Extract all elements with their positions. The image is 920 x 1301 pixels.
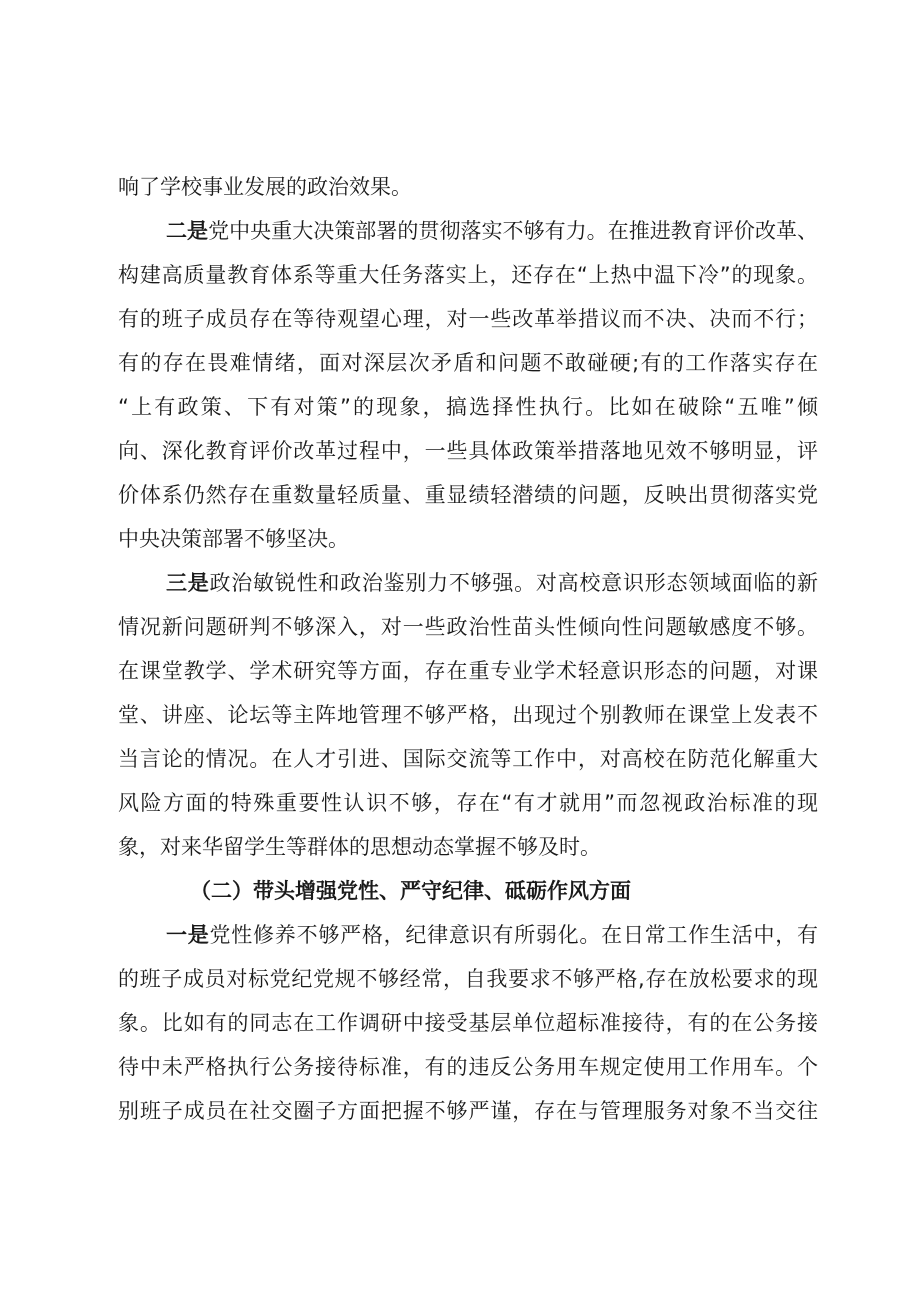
paragraph-line: 情况新问题研判不够深入，对一些政治性苗头性倾向性问题敏感度不够。 [118,615,818,639]
paragraph-lead: 三是 [166,571,210,595]
paragraph-line: “上有政策、下有对策”的现象，搞选择性执行。比如在破除“五唯”倾 [118,395,818,419]
paragraph-lead: 一是 [166,923,210,947]
paragraph-line: 价体系仍然存在重数量轻质量、重显绩轻潜绩的问题，反映出贯彻落实党 [118,483,818,507]
paragraph-line: 构建高质量教育体系等重大任务落实上，还存在“上热中温下冷”的现象。 [118,263,818,287]
paragraph-line: 有的班子成员存在等待观望心理，对一些改革举措议而不决、决而不行； [118,307,818,331]
paragraph-line: 响了学校事业发展的政治效果。 [118,175,412,199]
paragraph-text: 党中央重大决策部署的贯彻落实不够有力。在推进教育评价改革、 [208,219,818,243]
paragraph-text: 党性修养不够严格，纪律意识有所弱化。在日常工作生活中，有 [209,923,818,947]
paragraph-line: 的班子成员对标党纪党规不够经常，自我要求不够严格,存在放松要求的现 [118,967,818,991]
paragraph-line: 中央决策部署不够坚决。 [118,527,349,551]
paragraph-line: 待中未严格执行公务接待标准，有的违反公务用车规定使用工作用车。个 [118,1055,818,1079]
paragraph-line: 象，对来华留学生等群体的思想动态掌握不够及时。 [118,835,601,859]
paragraph-line [166,214,818,248]
paragraph-line: 堂、讲座、论坛等主阵地管理不够严格，出现过个别教师在课堂上发表不 [118,703,818,727]
paragraph-line: 当言论的情况。在人才引进、国际交流等工作中，对高校在防范化解重大 [118,747,818,771]
paragraph-lead: 二是 [166,219,209,243]
paragraph-text: 政治敏锐性和政治鉴别力不够强。对高校意识形态领域面临的新 [209,571,818,595]
paragraph-line: 向、深化教育评价改革过程中，一些具体政策举措落地见效不够明显，评 [118,439,818,463]
paragraph-line [166,918,818,952]
section-heading: （二）带头增强党性、严守纪律、砥砺作风方面 [190,879,631,903]
paragraph-line: 有的存在畏难情绪，面对深层次矛盾和问题不敢碰硬;有的工作落实存在 [118,351,818,375]
paragraph-line: 别班子成员在社交圈子方面把握不够严谨，存在与管理服务对象不当交往 [118,1099,818,1123]
paragraph-line [166,566,818,600]
paragraph-line: 风险方面的特殊重要性认识不够，存在“有才就用”而忽视政治标准的现 [118,791,818,815]
paragraph-line: 象。比如有的同志在工作调研中接受基层单位超标准接待，有的在公务接 [118,1011,818,1035]
paragraph-line: 在课堂教学、学术研究等方面，存在重专业学术轻意识形态的问题，对课 [118,659,818,683]
